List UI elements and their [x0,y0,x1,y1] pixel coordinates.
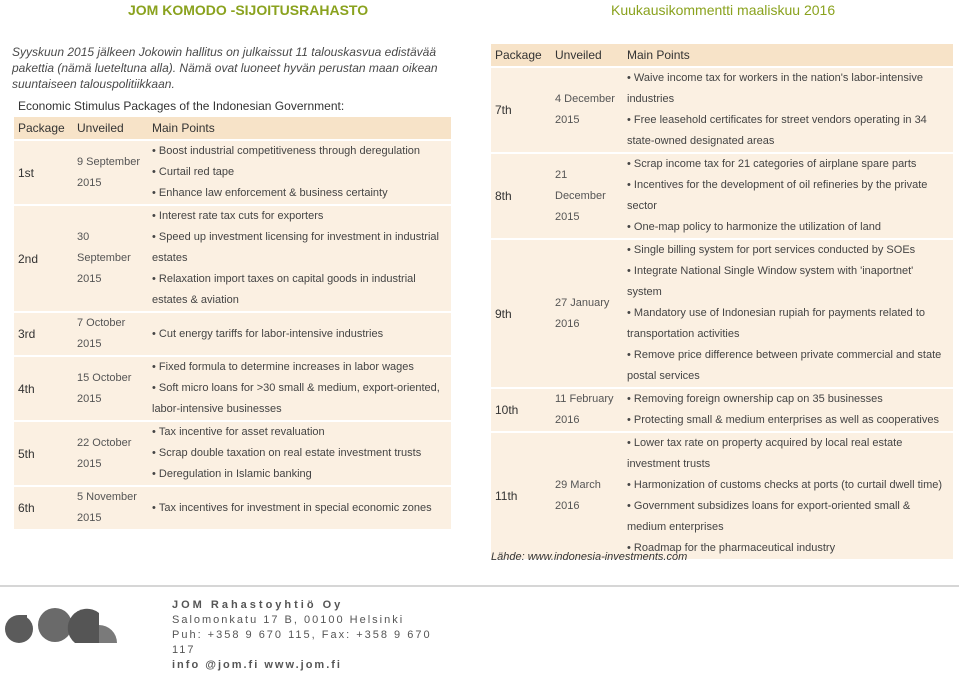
package-number: 3rd [18,327,36,341]
unveiled-cell [73,206,148,311]
package-number: 10th [495,403,519,417]
unveiled-date: 4 December [555,93,615,105]
main-points-cell [148,487,451,529]
main-point-item: • Cut energy tariffs for labor-intensive industries [152,324,447,345]
jom-logo [3,603,118,647]
main-point-item: • Relaxation import taxes on capital goods in industrial estates & aviation [152,269,447,311]
package-number: 1st [18,165,35,180]
header-main-points: Main Points [627,48,690,62]
main-point-item: • One-map policy to harmonize the utilization of land [627,217,949,238]
main-point-item: • Integrate National Single Window system with 'inaportnet' system [627,261,949,303]
main-point-item: • Interest rate tax cuts for exporters [152,206,447,227]
main-points-cell [623,433,953,559]
main-point-item: • Curtail red tape [152,162,447,183]
unveiled-date: 30 September [77,231,131,264]
package-number: 11th [495,489,518,503]
unveiled-year: 2015 [77,338,102,350]
unveiled-year: 2015 [77,512,102,524]
main-point-item: • Enhance law enforcement & business certainty [152,183,447,204]
unveiled-cell [551,154,623,238]
main-point-item: • Speed up investment licensing for investment in industrial estates [152,227,447,269]
main-point-item: • Soft micro loans for >30 small & medium, export-oriented, labor-intensive businesses [152,378,447,420]
main-point-item: • Mandatory use of Indonesian rupiah for payments related to transportation activities [627,303,949,345]
unveiled-cell [551,240,623,387]
main-point-item: • Tax incentive for asset revaluation [152,422,447,443]
main-points-cell [623,389,953,431]
unveiled-year: 2016 [555,500,580,512]
main-point-item: • Roadmap for the pharmaceutical industry [627,538,949,559]
unveiled-cell [551,389,623,431]
unveiled-cell [73,313,148,355]
package-number: 7th [495,103,512,117]
table-header-row [14,117,451,139]
unveiled-year: 2015 [555,210,580,223]
company-web: info @jom.fi www.jom.fi [172,659,342,671]
main-point-item: • Scrap double taxation on real estate investment trusts [152,443,447,464]
main-point-item: • Free leasehold certificates for street vendors operating in 34 state-owned designated areas [627,110,949,152]
unveiled-year: 2015 [77,176,102,189]
package-number: 9th [495,306,512,321]
package-number: 4th [18,381,35,396]
unveiled-cell [73,422,148,485]
package-row [14,141,451,204]
company-phone: Puh: +358 9 670 115, Fax: +358 9 670 117 [172,629,432,656]
unveiled-cell [551,433,623,559]
unveiled-date: 15 October [77,371,132,384]
unveiled-date: 21 December [555,168,606,202]
unveiled-year: 2016 [555,414,580,426]
main-point-item: • Lower tax rate on property acquired by local real estate investment trusts [627,433,949,475]
report-title: Kuukausikommentti maaliskuu 2016 [611,2,836,18]
header-package: Package [495,48,542,62]
unveiled-date: 11 February [555,393,614,405]
main-point-item: • Government subsidizes loans for export-oriented small & medium enterprises [627,496,949,538]
main-points-cell [623,68,953,152]
main-points-cell [148,141,451,204]
source-note: Lähde: www.indonesia-investments.com [491,551,688,563]
unveiled-date: 9 September [77,155,140,168]
package-row [491,389,953,431]
header-package: Package [18,121,65,135]
main-points-cell [148,422,451,485]
package-row [491,154,953,238]
package-row [14,422,451,485]
main-points-cell [148,357,451,420]
main-point-item: • Tax incentives for investment in special economic zones [152,498,447,519]
company-address: Salomonkatu 17 B, 00100 Helsinki [172,614,405,626]
table-title: Economic Stimulus Packages of the Indonesian Government: [18,99,345,113]
fund-name: JOM KOMODO -SIJOITUSRAHASTO [128,2,369,18]
company-name: JOM Rahastoyhtiö Oy [172,599,344,611]
main-points-cell [623,240,953,387]
main-point-item: • Remove price difference between private commercial and state postal services [627,345,949,387]
main-point-item: • Removing foreign ownership cap on 35 businesses [627,389,949,410]
left-stimulus-table [14,115,451,531]
unveiled-cell [73,487,148,529]
unveiled-year: 2015 [77,273,102,285]
main-point-item: • Fixed formula to determine increases in labor wages [152,357,447,378]
main-point-item: • Single billing system for port services conducted by SOEs [627,240,949,261]
unveiled-date: 22 October [77,436,132,449]
main-point-item: • Boost industrial competitiveness through deregulation [152,141,447,162]
unveiled-cell [73,141,148,204]
package-row [14,357,451,420]
main-point-item: • Harmonization of customs checks at ports (to curtail dwell time) [627,475,949,496]
unveiled-cell [73,357,148,420]
main-points-cell [623,154,953,238]
main-point-item: • Deregulation in Islamic banking [152,464,447,485]
table-header-row [491,44,953,66]
footer-contact [172,598,432,673]
package-number: 5th [18,446,35,461]
intro-text: Syyskuun 2015 jälkeen Jokowin hallitus on julkaissut 11 talouskasvua edistävää pakettia (nämä lueteltuna alla). Nämä ovat luoneet hyvän perustan maan oikean suuntaiseen talouspolitiikkaan. [12,45,438,91]
header-unveiled: Unveiled [77,121,124,135]
main-point-item: • Protecting small & medium enterprises as well as cooperatives [627,410,949,431]
unveiled-year: 2015 [77,457,102,470]
header-unveiled: Unveiled [555,48,602,62]
unveiled-year: 2015 [77,392,102,405]
header-main-points: Main Points [152,121,215,135]
unveiled-year: 2015 [555,114,580,126]
package-row [14,487,451,529]
unveiled-year: 2016 [555,317,580,330]
main-points-cell [148,313,451,355]
main-points-cell [148,206,451,311]
footer-divider [0,585,959,587]
unveiled-date: 5 November [77,491,137,503]
unveiled-date: 7 October [77,317,126,329]
package-row [14,206,451,311]
unveiled-cell [551,68,623,152]
main-point-item: • Incentives for the development of oil refineries by the private sector [627,175,949,217]
package-row [14,313,451,355]
package-row [491,240,953,387]
page-header [0,0,959,22]
main-point-item: • Scrap income tax for 21 categories of airplane spare parts [627,154,949,175]
unveiled-date: 29 March [555,479,601,491]
main-point-item: • Waive income tax for workers in the nation's labor-intensive industries [627,68,949,110]
package-number: 6th [18,501,35,515]
package-number: 8th [495,189,512,203]
package-row [491,68,953,152]
package-number: 2nd [18,251,39,266]
unveiled-date: 27 January [555,296,610,309]
right-stimulus-table [491,42,953,561]
package-row [491,433,953,559]
